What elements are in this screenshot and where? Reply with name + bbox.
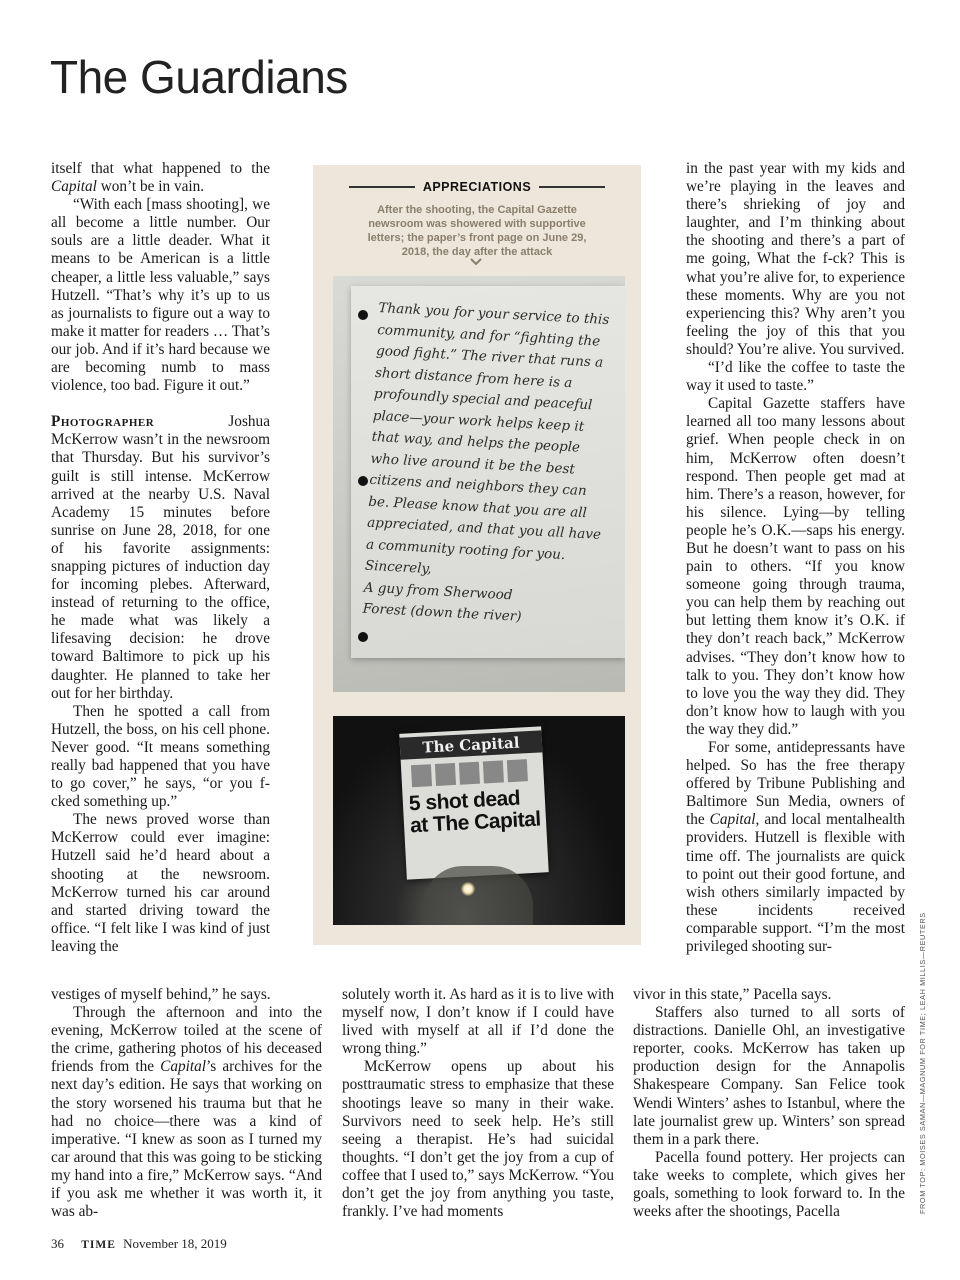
paragraph: in the past year with my kids and we’re playing in the leaves and there’s shrieking of joy and laughter, and I’m thinking about the shooting and there’s a part of me going, What the f-ck? This is what you’re alive for, to experience these moments. Why are you not experiencing this? Why aren’t you feeling the joy of this that you should? You’re alive. You survived. xyxy=(686,160,905,358)
paragraph: vivor in this state,” Pacella says. xyxy=(633,986,832,1003)
paragraph: vestiges of myself behind,” he says. xyxy=(51,986,271,1003)
article-column-1-bottom xyxy=(51,986,322,1221)
divider xyxy=(349,186,415,188)
paragraph: Capital Gazette staffers have learned all too many lessons about grief. When people check in on him, McKerrow often doesn’t respond. Then people get mad at him. There’s a reason, however, for his silence. Lying—by telling people he’s O.K.—saps his energy. But he doesn’t want to pass on his pain to others. “If you know someone going through trauma, you can help them by reaching out but letting them know it’s O.K. if they don’t reach back,” McKerrow advises. “They don’t know how to talk to you. They don’t know how to love you the way they did. They don’t know how to laugh with you the way they did.” xyxy=(686,395,905,738)
photo-credit: FROM TOP: MOISES SAMAN—MAGNUM FOR TIME; LEAH MILLIS—REUTERS xyxy=(918,912,927,1214)
sidebar-header xyxy=(313,180,641,194)
newspaper-masthead: The Capital xyxy=(399,730,542,759)
paragraph: Pacella found pottery. Her projects can take weeks to complete, which gives her goals, something to look forward to. In the weeks after the shootings, Pacella xyxy=(633,1148,905,1221)
paragraph: The news proved worse than McKerrow could ever imagine: Hutzell said he’d heard about a shooting at the newsroom. McKerrow turned his car around and started driving toward the office. “I felt like I was kind of just leaving the xyxy=(51,811,270,955)
paragraph: “With each [mass shooting], we all become a little number. Our souls are a little deader. What it means to be American is a little cheaper, a little less valuable,” says Hutzell. “That’s why it’s up to us as journalists to figure out a way to make it matter for readers … That’s our job. And if it’s hard because we are becoming numb to mass violence, too bad. Figure it out.” xyxy=(51,196,270,395)
chevron-down-icon xyxy=(469,257,483,266)
letter-photo xyxy=(333,276,625,692)
handwritten-letter xyxy=(351,286,625,658)
newspaper-headline: 5 shot dead at The Capital xyxy=(408,786,542,838)
paragraph: McKerrow opens up about his posttraumatic stress to emphasize that these shootings leave so many in their wake. Survivors need to seek help. He’s still seeing a therapist. He’s had suicidal thoughts. “I don’t get the joy from a cup of coffee that I used to,” says McKerrow. “You don’t get the joy from anything you taste, frankly. I’ve had moments xyxy=(342,1058,614,1221)
letter-text: Thank you for your service to this community, and for “fighting the good fight.” The river that runs a short distance from here is a profoundly special and peaceful place—your work helps keep it that way, and helps the people who live around it be the best citizens and neighbors they can be. Please know that you are all appreciated, and that you all have a community rooting for you. Sincerely, A guy from Sherwood Forest (down the river) xyxy=(362,299,610,625)
paragraph: Through the afternoon and into the evening, McKerrow toiled at the scene of the crime, gathering photos of his deceased friends from the Capital’s archives for the next day’s edition. He says that working on the story worsened his trauma but that he had no choice—there was a kind of imperative. “I knew as soon as I turned my car around that this was going to be sticking my hand into a fire,” McKerrow says. “And if you ask me whether it was worth it, it was ab- xyxy=(51,1004,322,1221)
binder-hole xyxy=(358,310,368,320)
newspaper-photo xyxy=(333,716,625,925)
issue-date: November 18, 2019 xyxy=(123,1236,227,1251)
divider xyxy=(539,186,605,188)
section-lead-in: Photographer xyxy=(51,413,155,431)
article-column-3 xyxy=(686,160,905,956)
paragraph: Photographer Joshua McKerrow wasn’t in the newsroom that Thursday. But his survivor’s guilt is still intense. McKerrow arrived at the nearby U.S. Naval Academy 15 minutes before sunrise on June 28, 2018, for one of his favorite assignments: snapping pictures of induction day for incoming plebes. Afterward, instead of returning to the office, he made what was likely a lifesaving decision: he drove toward Baltimore to pick up his daughter. He planned to take her out for her birthday. xyxy=(51,413,270,702)
newspaper-front-page xyxy=(399,726,548,879)
hands xyxy=(423,866,533,925)
paragraph: For some, antidepressants have helped. So has the free therapy offered by Tribune Publishing and Baltimore Sun Media, owners of the Capital, and local mentalhealth providers. Hutzell is flexible with time off. The journalists are quick to point out their good fortune, and wish others similarly impacted by these incidents received comparable support. “I’m the most privileged shooting sur- xyxy=(686,739,906,956)
victim-photos xyxy=(411,759,528,787)
paragraph: solutely worth it. As hard as it is to live with myself now, I don’t know if I could have lived with myself at all if I’d done the wrong thing.” xyxy=(342,986,614,1058)
article-column-3-bottom xyxy=(633,986,905,1221)
sidebar-label: APPRECIATIONS xyxy=(422,180,532,194)
paragraph: Then he spotted a call from Hutzell, the boss, on his cell phone. Never good. “It means something really bad happened that you have to go cover,” he says, “or you f-cked something up.” xyxy=(51,702,270,811)
paragraph: “I’d like the coffee to taste the way it used to taste.” xyxy=(686,359,905,395)
binder-hole xyxy=(358,476,368,486)
paragraph: Staffers also turned to all sorts of distractions. Danielle Ohl, an investigative reporter, cooks. McKerrow has taken up production design for the Annapolis Shakespeare Company. San Felice took Wendi Winters’ ashes to Istanbul, where the late journalist grew up. Winters’ son spread them in a park there. xyxy=(633,1004,905,1148)
appreciations-sidebar xyxy=(313,165,641,945)
page-number: 36 xyxy=(51,1236,64,1251)
page-folio xyxy=(51,1236,227,1252)
paragraph: itself that what happened to the Capital won’t be in vain. xyxy=(51,160,270,196)
candle-icon xyxy=(461,882,475,896)
article-column-1 xyxy=(51,160,270,956)
section-title: The Guardians xyxy=(50,51,348,103)
sidebar-caption: After the shooting, the Capital Gazette newsroom was showered with supportive letters; the paper’s front page on June 29, 2018, the day after the attack xyxy=(367,204,587,258)
magazine-name: TIME xyxy=(81,1239,116,1251)
binder-hole xyxy=(358,632,368,642)
article-column-2-bottom xyxy=(342,986,614,1221)
